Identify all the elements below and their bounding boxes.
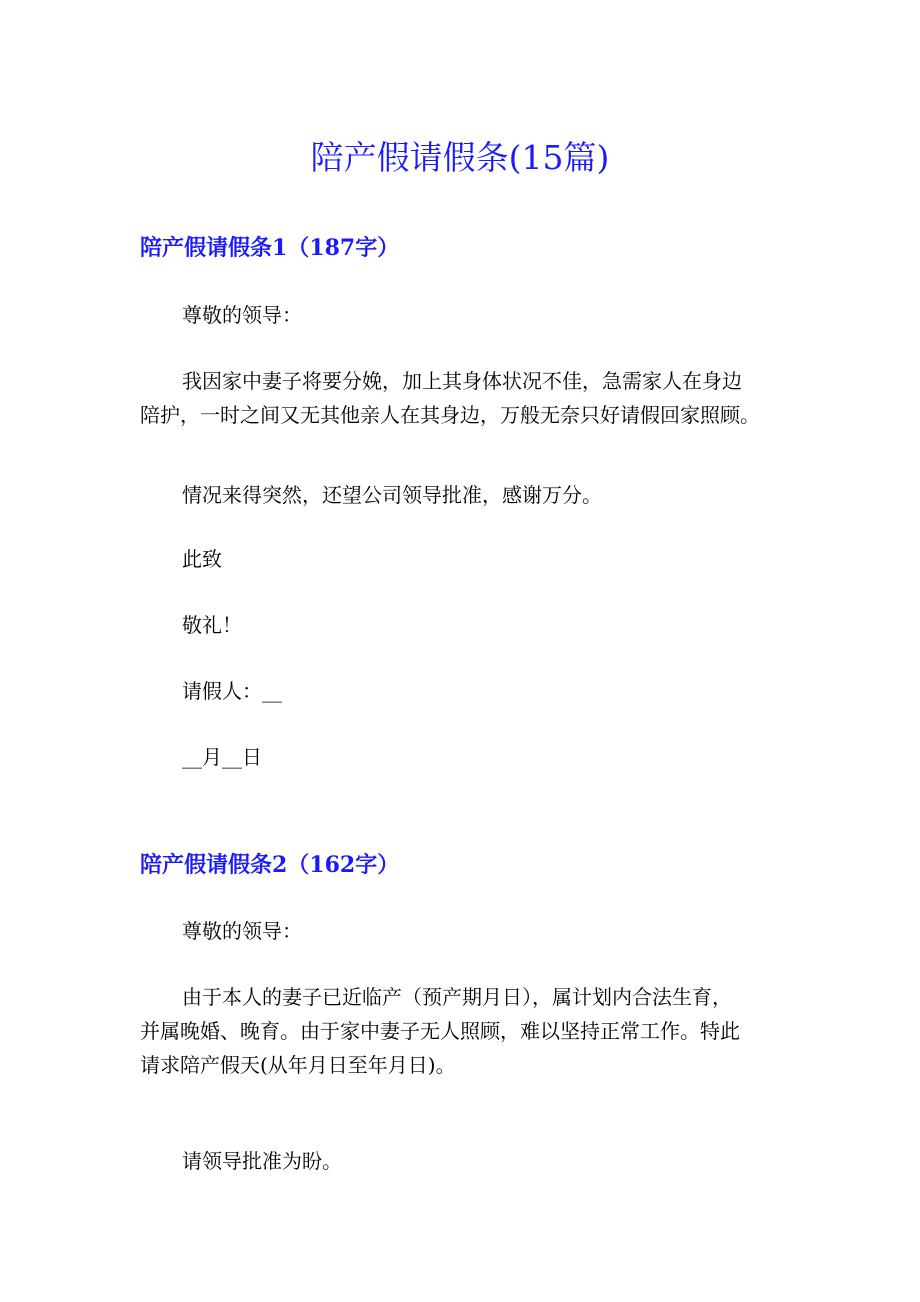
section-2-salutation: 尊敬的领导： <box>182 919 302 943</box>
section-1-paragraph-2: 情况来得突然，还望公司领导批准，感谢万分。 <box>182 483 602 507</box>
section-1-date: __月__日 <box>182 745 262 769</box>
section-2-paragraph-2: 请领导批准为盼。 <box>182 1149 342 1173</box>
section-2-body-line-3: 请求陪产假天(从年月日至年月日)。 <box>140 1053 456 1077</box>
section-1-closing-2: 敬礼！ <box>182 613 242 637</box>
section-2-body <box>140 980 790 1082</box>
section-1-heading: 陪产假请假条1（187字） <box>140 235 400 261</box>
section-2-heading: 陪产假请假条2（162字） <box>140 852 400 878</box>
section-2-body-line-2: 并属晚婚、晚育。由于家中妻子无人照顾，难以坚持正常工作。特此 <box>140 1019 740 1043</box>
section-1-body-line-2: 陪护，一时之间又无其他亲人在其身边，万般无奈只好请假回家照顾。 <box>140 403 760 427</box>
section-1-body <box>140 364 790 432</box>
section-1-closing-1: 此致 <box>182 547 222 571</box>
section-1-salutation: 尊敬的领导： <box>182 303 302 327</box>
document-title: 陪产假请假条(15篇) <box>310 138 610 177</box>
section-2-body-line-1: 由于本人的妻子已近临产（预产期月日），属计划内合法生育， <box>182 985 732 1009</box>
section-1-signer: 请假人：__ <box>182 679 282 703</box>
section-1-body-line-1: 我因家中妻子将要分娩，加上其身体状况不佳，急需家人在身边 <box>182 369 742 393</box>
